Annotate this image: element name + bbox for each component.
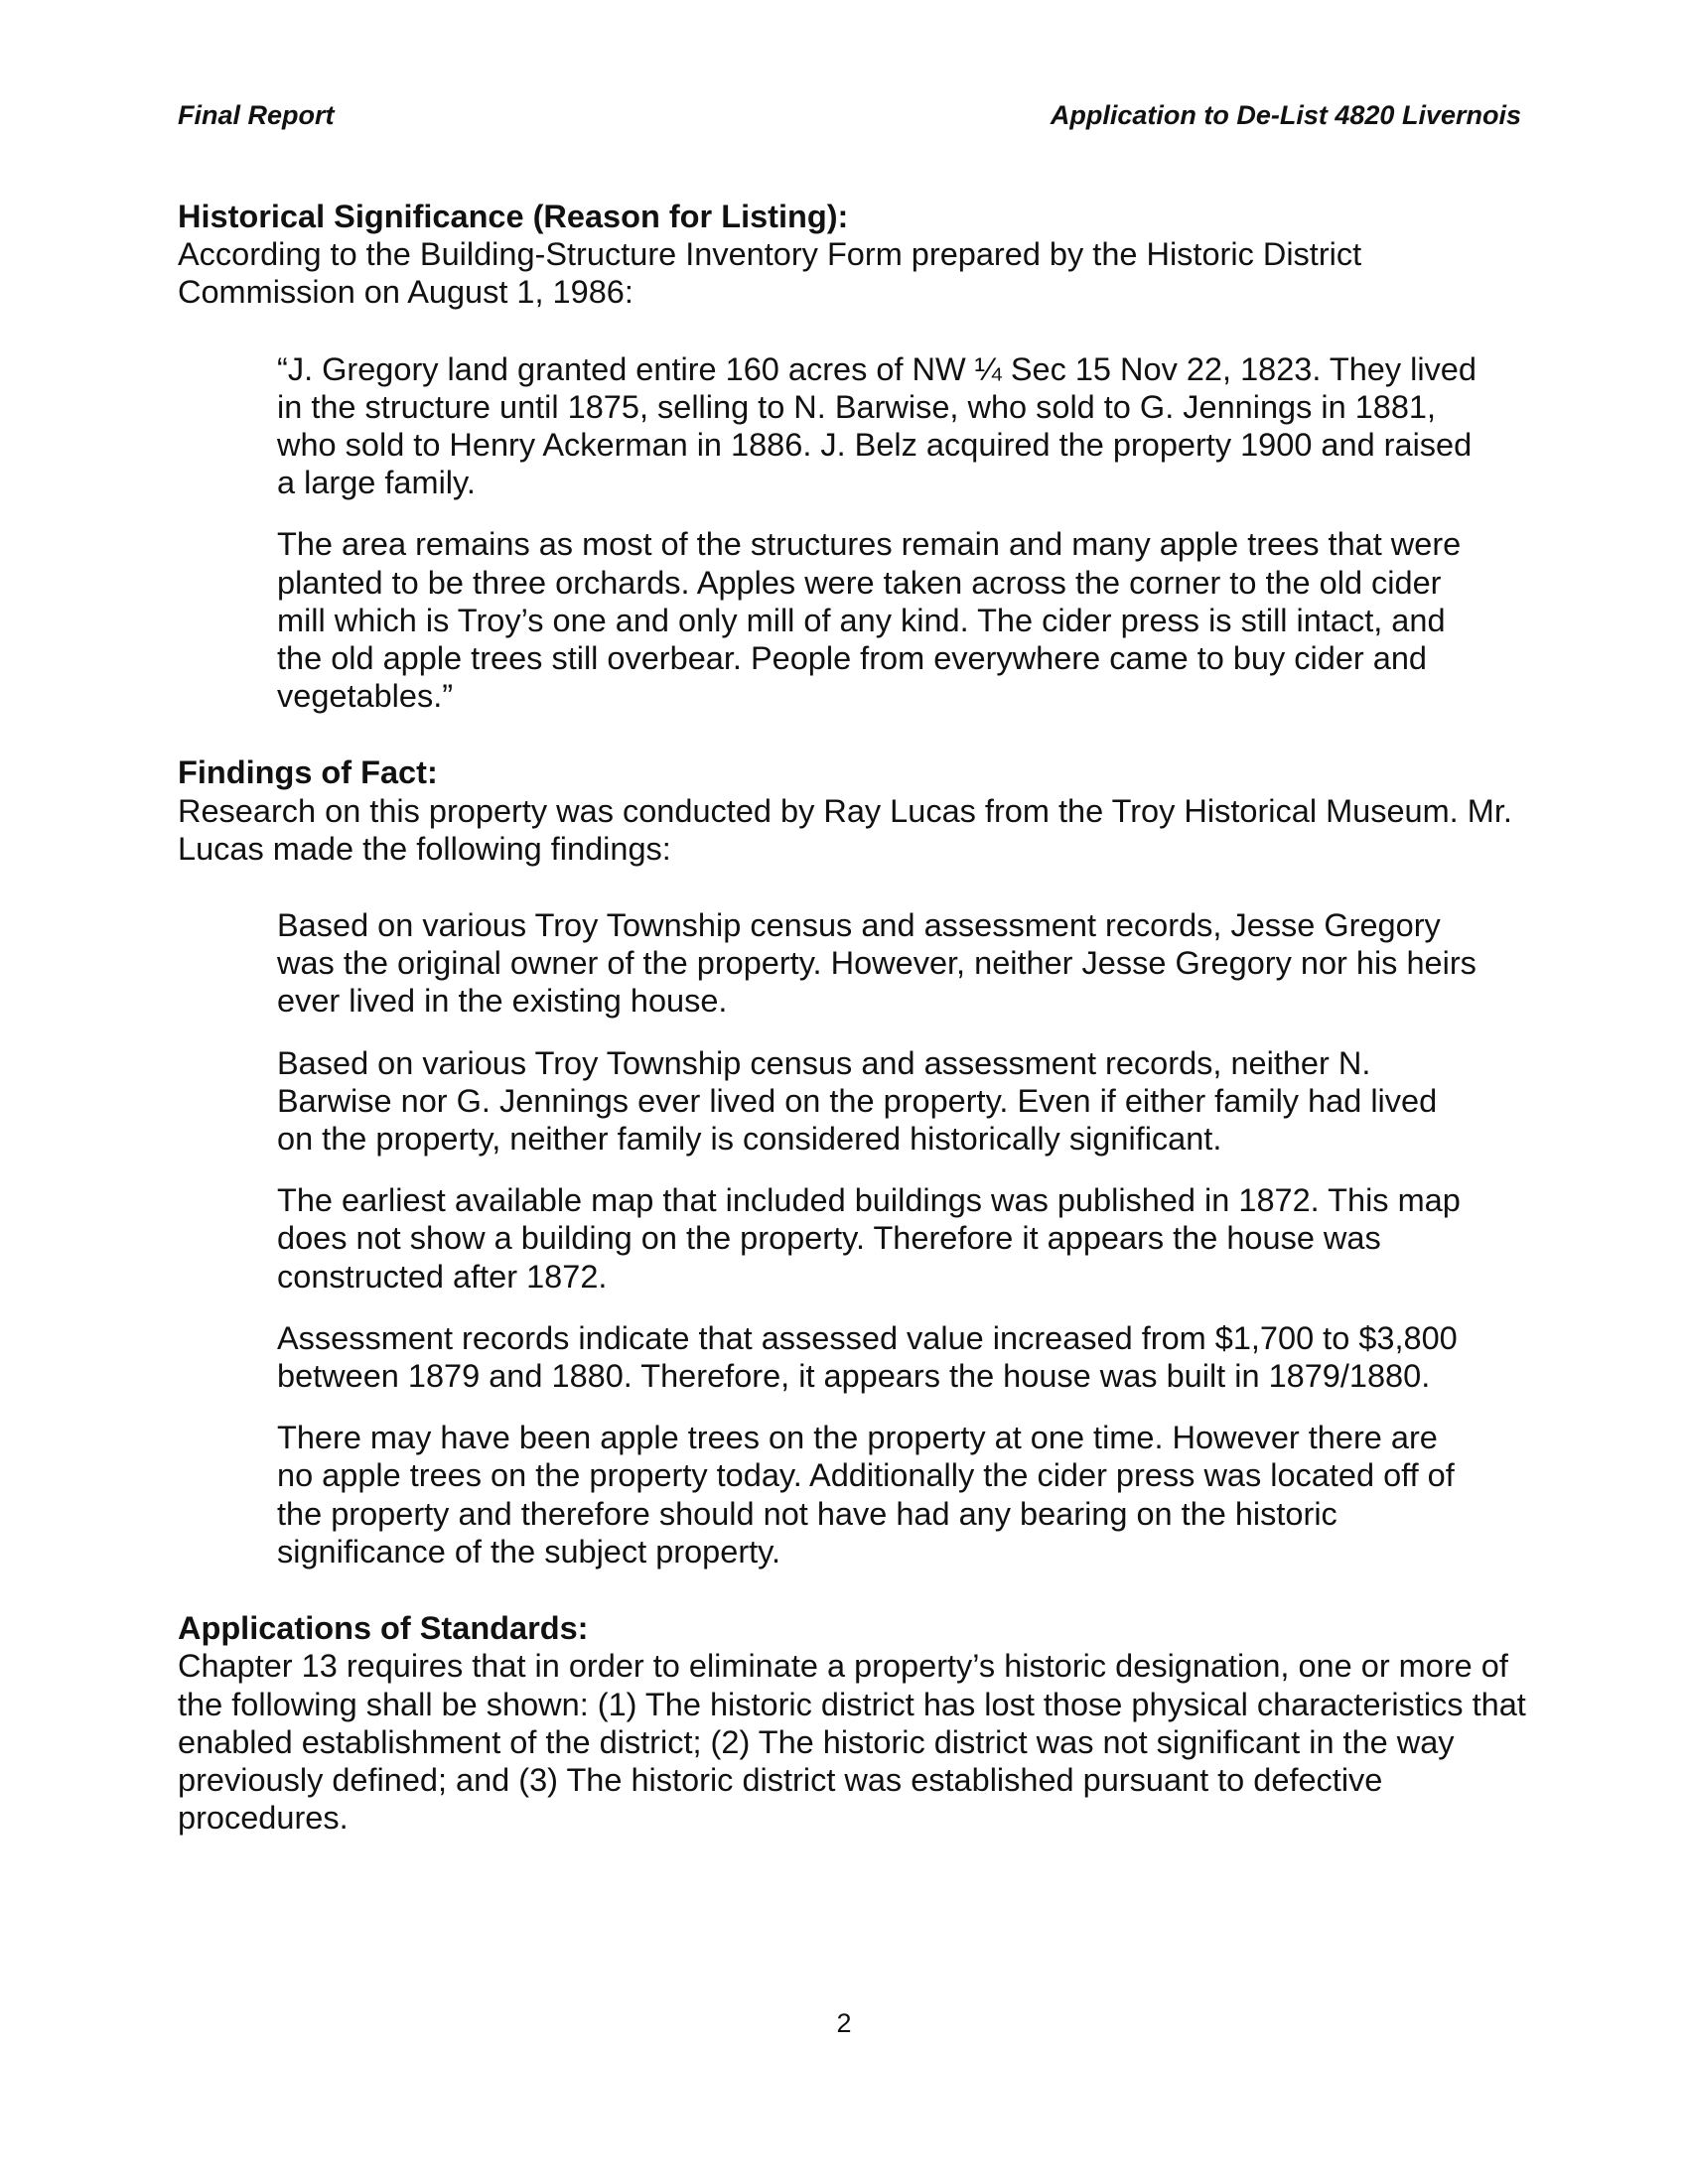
finding-item: There may have been apple trees on the property at one time. However there are no apple trees on the property today. Additionally the cider press was located off of the property and therefore should not have had any bearing on the historic significance of the subject property. [277, 1420, 1455, 1570]
page-number: 2 [836, 2008, 852, 2038]
finding-item: Assessment records indicate that assessed value increased from $1,700 to $3,800 between 1879 and 1880. Therefore, it appears the house was built in 1879/1880. [277, 1319, 1458, 1395]
applications-of-standards-text: Chapter 13 requires that in order to eliminate a property’s historic designation, one or more of the following shall be shown: (1) The historic district has lost those physical characteristics that enabled establishment of the district; (2) The historic district was not significant in the way previously defined; and (3) The historic district was established pursuant to defective procedures. [178, 1648, 1526, 1837]
findings-list [277, 906, 1478, 1570]
finding-item: Based on various Troy Township census and assessment records, Jesse Gregory was the original owner of the property. However, neither Jesse Gregory nor his heirs ever lived in the existing house. [277, 907, 1477, 1020]
spacer [178, 312, 1528, 350]
finding-item: The earliest available map that included buildings was published in 1872. This map does not show a building on the property. Therefore it appears the house was constructed after 1872. [277, 1182, 1461, 1295]
findings-of-fact-heading: Findings of Fact: [178, 754, 438, 791]
header-right-title: Application to De-List 4820 Livernois [1050, 100, 1521, 130]
finding-item: Based on various Troy Township census and assessment records, neither N. Barwise nor G. Jennings ever lived on the property. Even if either family had lived on the property, neither family is considered historically significant. [277, 1044, 1438, 1158]
document-body [178, 198, 1528, 1837]
historical-significance-heading: Historical Significance (Reason for Listing): [178, 199, 849, 234]
spacer [178, 868, 1528, 906]
quote-paragraph: “J. Gregory land granted entire 160 acres of NW ¼ Sec 15 Nov 22, 1823. They lived in the structure until 1875, selling to N. Barwise, who sold to G. Jennings in 1881, who sold to Henry Ackerman in 1886. J. Belz acquired the property 1900 and raised a large family. [277, 350, 1477, 501]
spacer [178, 739, 1528, 753]
applications-of-standards-heading: Applications of Standards: [178, 1610, 589, 1647]
header-left-title: Final Report [178, 100, 335, 130]
inventory-form-quote [277, 350, 1478, 716]
findings-of-fact-intro: Research on this property was conducted by Ray Lucas from the Troy Historical Museum. Mr. Lucas made the following findings: [178, 792, 1512, 867]
historical-significance-intro: According to the Building-Structure Inventory Form prepared by the Historic District Commission on August 1, 1986: [178, 236, 1362, 311]
quote-paragraph: The area remains as most of the structures remain and many apple trees that were planted to be three orchards. Apples were taken across the corner to the old cider mill which is Troy’s one and only mill of any kind. The cider press is still intact, and the old apple trees still overbear. People from everywhere came to buy cider and vegetables.” [277, 526, 1462, 715]
spacer [178, 1594, 1528, 1609]
